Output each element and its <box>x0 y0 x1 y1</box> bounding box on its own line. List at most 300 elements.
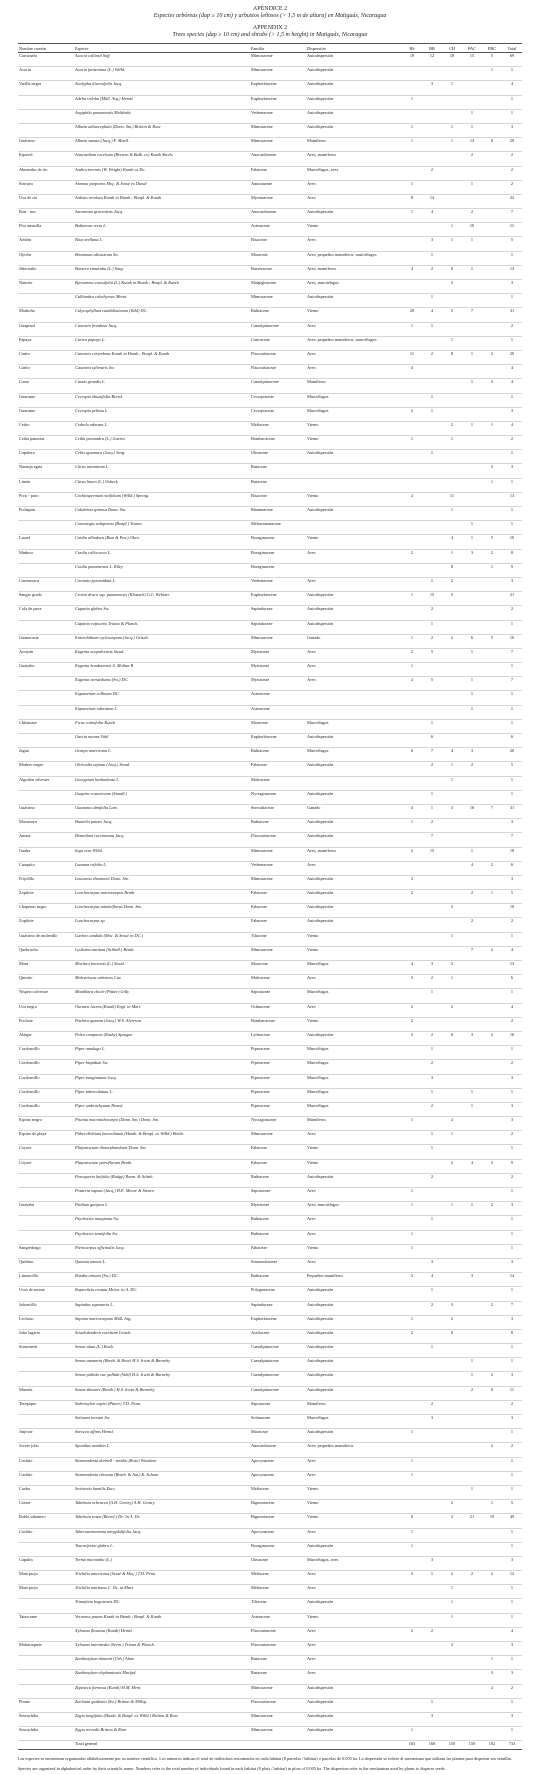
cell-familia: Asteraceae <box>250 1613 306 1627</box>
table-row <box>18 918 522 932</box>
cell-pbc: 2 <box>482 1301 502 1315</box>
cell-familia: Lythraceae <box>250 1031 306 1045</box>
cell-pac <box>462 251 482 265</box>
cell-especie: Lonchocarpus minimiflorus Donn. Sm. <box>74 904 250 918</box>
cell-pbc <box>482 1556 502 1570</box>
cell-nombre <box>18 1656 74 1670</box>
table-row <box>18 464 522 478</box>
cell-total: 1 <box>502 1471 522 1485</box>
cell-familia: Meliaceae <box>250 421 306 435</box>
cell-nombre: Sincuchiba <box>18 1712 74 1726</box>
cell-bs <box>402 1400 422 1414</box>
cell-dispersion: Murciélagos <box>306 1415 402 1429</box>
cell-especie: Senna skinneri (Benth.) H.S. Irwin & Barneby <box>74 1386 250 1400</box>
cell-bs: 3 <box>402 975 422 989</box>
cell-dispersion: Autodispersión <box>306 1599 402 1613</box>
table-row <box>18 1727 522 1741</box>
cell-total: 49 <box>502 1514 522 1528</box>
cell-familia: Myrtaceae <box>250 677 306 691</box>
cell-familia: Melastomataceae <box>250 521 306 535</box>
cell-ch <box>442 1344 462 1358</box>
cell-br <box>422 464 442 478</box>
cell-br: 1 <box>422 1046 442 1060</box>
col-header-especie: Especie <box>74 44 250 53</box>
cell-dispersion: Viento <box>306 421 402 435</box>
cell-pac: 1 <box>462 265 482 279</box>
cell-br <box>422 861 442 875</box>
cell-pbc <box>482 280 502 294</box>
cell-pac <box>462 1258 482 1272</box>
cell-nombre <box>18 1358 74 1372</box>
cell-pac <box>462 322 482 336</box>
cell-ch <box>442 1017 462 1031</box>
cell-pac <box>462 1599 482 1613</box>
cell-bs: 1 <box>402 634 422 648</box>
cell-bs: 2 <box>402 407 422 421</box>
cell-especie: Solanum torvum Sw. <box>74 1415 250 1429</box>
cell-br <box>422 1471 442 1485</box>
cell-especie: Eugenia hondurensis A. Molina R. <box>74 663 250 677</box>
table-row <box>18 194 522 208</box>
cell-ch <box>442 1287 462 1301</box>
table-row <box>18 138 522 152</box>
cell-ch <box>442 1258 462 1272</box>
note-en: Species are organized in alphabetical order by their scientific name. Numbers refer to the total number of individuals found in each habitat (8 plots / habitat) in plots of 0.005 ha. The dispersion refer to the mechanism used by plants to disperse seeds. <box>18 1765 446 1771</box>
cell-especie: Zygia recordii Britton & Rose <box>74 1727 250 1741</box>
cell-dispersion: Autodispersión <box>306 1344 402 1358</box>
cell-pbc <box>482 1188 502 1202</box>
cell-ch <box>442 1046 462 1060</box>
cell-total: 7 <box>502 209 522 223</box>
cell-familia: Boraginaceae <box>250 563 306 577</box>
table-row <box>18 53 522 67</box>
cell-pbc <box>482 1471 502 1485</box>
cell-pac: 2 <box>462 1571 482 1585</box>
cell-especie: Pachira quinata (Jacq.) W.S. Alverson <box>74 1017 250 1031</box>
cell-dispersion: Autodispersión <box>306 1429 402 1443</box>
cell-familia: Fabaceae <box>250 1159 306 1173</box>
cell-ch: 3 <box>442 1642 462 1656</box>
cell-pbc <box>482 932 502 946</box>
cell-pbc <box>482 1528 502 1542</box>
cell-bs <box>402 734 422 748</box>
cell-pac <box>462 1329 482 1343</box>
cell-familia: Boraginaceae <box>250 549 306 563</box>
cell-br <box>422 705 442 719</box>
cell-br: 2 <box>422 1102 442 1116</box>
cell-br <box>422 563 442 577</box>
cell-familia: Caesalpiniaceae <box>250 379 306 393</box>
cell-pbc: 2 <box>482 1031 502 1045</box>
cell-especie: Acalypha diversifolia Jacq. <box>74 81 250 95</box>
cell-pbc <box>482 1613 502 1627</box>
cell-pbc <box>482 393 502 407</box>
cell-bs <box>402 563 422 577</box>
cell-pac: 3 <box>462 1273 482 1287</box>
cell-dispersion: Aves, murciélagos <box>306 1202 402 1216</box>
table-row <box>18 1329 522 1343</box>
cell-ch: 1 <box>442 975 462 989</box>
cell-familia: Flacourtiaceae <box>250 1642 306 1656</box>
cell-pac: 2 <box>462 762 482 776</box>
cell-bs <box>402 1386 422 1400</box>
cell-pac <box>462 1642 482 1656</box>
cell-especie: Piper tuberculatum L. <box>74 1088 250 1102</box>
cell-pac <box>462 1003 482 1017</box>
cell-pbc <box>482 847 502 861</box>
cell-dispersion: Murciélagos <box>306 1046 402 1060</box>
cell-bs <box>402 762 422 776</box>
table-row <box>18 648 522 662</box>
cell-ch: 3 <box>442 280 462 294</box>
cell-br <box>422 1585 442 1599</box>
cell-br <box>422 123 442 137</box>
cell-nombre: Arbión <box>18 237 74 251</box>
cell-ch <box>442 1386 462 1400</box>
cell-familia: Myrtaceae <box>250 648 306 662</box>
cell-pbc: 3 <box>482 464 502 478</box>
table-row <box>18 407 522 421</box>
table-row <box>18 1514 522 1528</box>
cell-ch <box>442 180 462 194</box>
cell-ch <box>442 1415 462 1429</box>
cell-familia: Ulmaceae <box>250 450 306 464</box>
cell-nombre: Acacia <box>18 67 74 81</box>
cell-especie: Cassia grandis L. <box>74 379 250 393</box>
table-row <box>18 265 522 279</box>
cell-br: 2 <box>422 975 442 989</box>
cell-especie: Senna pallida var. pallida (Vahl) H.S. Irwin & Barneby <box>74 1372 250 1386</box>
cell-bs: 2 <box>402 1003 422 1017</box>
cell-br: 14 <box>422 194 442 208</box>
cell-pac <box>462 436 482 450</box>
cell-br: 1 <box>422 393 442 407</box>
cell-ch <box>442 1230 462 1244</box>
cell-br <box>422 1386 442 1400</box>
cell-total: 3 <box>502 1415 522 1429</box>
cell-br: 2 <box>422 166 442 180</box>
cell-pac <box>462 1684 482 1698</box>
cell-bs <box>402 464 422 478</box>
cell-pbc <box>482 1131 502 1145</box>
table-row <box>18 478 522 492</box>
cell-especie: Anacardium excelsum (Bertero & Balb. ex) Kunth Skeels <box>74 152 250 166</box>
table-notes <box>18 1756 522 1770</box>
cell-bs: 2 <box>402 549 422 563</box>
cell-especie: Lantana trifolia L. <box>74 861 250 875</box>
cell-pac <box>462 790 482 804</box>
table-row <box>18 1273 522 1287</box>
table-row <box>18 1642 522 1656</box>
cell-pbc <box>482 336 502 350</box>
table-row <box>18 280 522 294</box>
cell-nombre: Flor amarilla <box>18 223 74 237</box>
cell-dispersion <box>306 776 402 790</box>
cell-nombre <box>18 1627 74 1641</box>
cell-dispersion: Murciélagos <box>306 1074 402 1088</box>
cell-especie: Zuelania guidonia (Sw.) Britton & Millsp. <box>74 1698 250 1712</box>
cell-ch: 5 <box>442 592 462 606</box>
cell-ch: 2 <box>442 577 462 591</box>
cell-br: 3 <box>422 1556 442 1570</box>
cell-br: 1 <box>422 1088 442 1102</box>
cell-familia: Sterculiaceae <box>250 804 306 818</box>
cell-familia: Sapotaceae <box>250 1188 306 1202</box>
cell-total: 1 <box>502 719 522 733</box>
table-row <box>18 237 522 251</box>
cell-ch: 4 <box>442 748 462 762</box>
cell-familia: Fabaceae <box>250 166 306 180</box>
cell-br <box>422 1727 442 1741</box>
cell-pbc <box>482 961 502 975</box>
cell-especie: Sapium macrocarpum Müll. Arg. <box>74 1315 250 1329</box>
cell-ch <box>442 1088 462 1102</box>
cell-br: 2 <box>422 1627 442 1641</box>
cell-familia: Euphorbiaceae <box>250 734 306 748</box>
cell-total: 16 <box>502 634 522 648</box>
cell-total: 1 <box>502 507 522 521</box>
cell-total: 1 <box>502 1485 522 1499</box>
cell-bs <box>402 1585 422 1599</box>
cell-nombre <box>18 691 74 705</box>
cell-ch <box>442 1656 462 1670</box>
cell-pac <box>462 819 482 833</box>
total-cell-family <box>250 1741 306 1750</box>
cell-br <box>422 478 442 492</box>
cell-br: 2 <box>422 1060 442 1074</box>
cell-familia: Euphorbiaceae <box>250 95 306 109</box>
cell-dispersion: Viento <box>306 1017 402 1031</box>
cell-dispersion: Autodispersión <box>306 762 402 776</box>
cell-br: 1 <box>422 1216 442 1230</box>
cell-dispersion: Autodispersión <box>306 1315 402 1329</box>
table-row <box>18 379 522 393</box>
cell-familia: Asteraceae <box>250 223 306 237</box>
cell-total: 11 <box>502 1386 522 1400</box>
cell-br <box>422 663 442 677</box>
cell-ch <box>442 1457 462 1471</box>
cell-bs: 1 <box>402 322 422 336</box>
cell-nombre: Cordoncillo <box>18 1088 74 1102</box>
cell-familia: Myrtaceae <box>250 1202 306 1216</box>
cell-pbc <box>482 592 502 606</box>
cell-bs: 19 <box>402 53 422 67</box>
cell-pac <box>462 989 482 1003</box>
table-row <box>18 819 522 833</box>
cell-bs: 1 <box>402 1117 422 1131</box>
table-row <box>18 989 522 1003</box>
cell-bs <box>402 705 422 719</box>
cell-pbc <box>482 365 502 379</box>
cell-especie: Brosimum alicastrum Sw. <box>74 251 250 265</box>
cell-bs: 4 <box>402 365 422 379</box>
cell-familia: Bombacaceae <box>250 1017 306 1031</box>
cell-especie: Piper marginatum Jacq. <box>74 1074 250 1088</box>
cell-pac <box>462 904 482 918</box>
cell-dispersion: Aves <box>306 1627 402 1641</box>
cell-pbc <box>482 194 502 208</box>
table-row <box>18 577 522 591</box>
cell-especie: Tabebuia ochracea (A.H. Gentry) A.H. Gentry <box>74 1500 250 1514</box>
cell-nombre: Laurel <box>18 535 74 549</box>
table-row <box>18 833 522 847</box>
cell-especie: Lysiloma auritum (Schltdl.) Benth. <box>74 946 250 960</box>
cell-especie: Eugenia oerstediana (Sw.) DC. <box>74 677 250 691</box>
cell-br <box>422 1542 442 1556</box>
table-row <box>18 677 522 691</box>
cell-especie: Pterocarpus officinalis Jacq. <box>74 1244 250 1258</box>
cell-br: 4 <box>422 308 442 322</box>
appendix-title-en: APPENDIX 2 <box>252 25 288 31</box>
cell-total: 2 <box>502 180 522 194</box>
cell-pbc <box>482 677 502 691</box>
cell-nombre: Cordoncillo <box>18 1060 74 1074</box>
cell-dispersion: Autodispersión <box>306 592 402 606</box>
cell-dispersion: Aves, murciélagos <box>306 280 402 294</box>
cell-familia: Mimosaceae <box>250 123 306 137</box>
cell-pbc <box>482 265 502 279</box>
cell-pbc <box>482 1017 502 1031</box>
cell-dispersion: Autodispersión <box>306 833 402 847</box>
cell-pbc <box>482 95 502 109</box>
cell-ch <box>442 1627 462 1641</box>
cell-bs <box>402 918 422 932</box>
cell-br: 2 <box>422 1031 442 1045</box>
cell-familia: Ulmaceae <box>250 1556 306 1570</box>
cell-total: 1 <box>502 691 522 705</box>
table-row <box>18 1202 522 1216</box>
cell-total: 4 <box>502 946 522 960</box>
cell-total: 1 <box>502 67 522 81</box>
cell-ch <box>442 1244 462 1258</box>
cell-nombre: Cuernavaca <box>18 577 74 591</box>
cell-nombre: Chilamate <box>18 719 74 733</box>
cell-dispersion: Autodispersión <box>306 123 402 137</box>
cell-ch <box>442 1542 462 1556</box>
cell-ch: 8 <box>442 563 462 577</box>
cell-familia: Sapotaceae <box>250 1400 306 1414</box>
cell-dispersion: Murciélagos <box>306 961 402 975</box>
cell-dispersion: Murciélagos <box>306 748 402 762</box>
total-row <box>18 1741 522 1750</box>
cell-br: 3 <box>422 81 442 95</box>
cell-especie: Psychotria marginata Sw. <box>74 1216 250 1230</box>
cell-dispersion: Aves, mamíferos <box>306 152 402 166</box>
cell-ch <box>442 95 462 109</box>
cell-total: 4 <box>502 421 522 435</box>
cell-ch <box>442 861 462 875</box>
cell-dispersion: Autodispersión <box>306 81 402 95</box>
cell-dispersion: Aves <box>306 577 402 591</box>
cell-br <box>422 223 442 237</box>
cell-bs <box>402 1556 422 1570</box>
cell-especie: Calycophyllum candidissimum (Vahl) DC. <box>74 308 250 322</box>
cell-familia: Malvaceae <box>250 975 306 989</box>
cell-especie: Adelia triloba (Müll. Arg.) Hemsl. <box>74 95 250 109</box>
cell-pbc <box>482 507 502 521</box>
cell-total: 2 <box>502 1684 522 1698</box>
cell-total: 5 <box>502 1500 522 1514</box>
cell-especie: Xylosma intermedia (Seem.) Triana & Planch. <box>74 1642 250 1656</box>
cell-pac: 2 <box>462 1386 482 1400</box>
cell-bs: 1 <box>402 1528 422 1542</box>
cell-ch: 3 <box>442 961 462 975</box>
cell-nombre: Coyote <box>18 1145 74 1159</box>
cell-familia: Bignoniaceae <box>250 1500 306 1514</box>
cell-pbc <box>482 1244 502 1258</box>
cell-pac <box>462 1145 482 1159</box>
cell-ch: 6 <box>442 1031 462 1045</box>
cell-pac <box>462 67 482 81</box>
cell-familia: Boraginaceae <box>250 1542 306 1556</box>
cell-familia: Boraginaceae <box>250 535 306 549</box>
cell-bs <box>402 1642 422 1656</box>
cell-dispersion: Aves <box>306 1642 402 1656</box>
table-row <box>18 1216 522 1230</box>
cell-nombre: Jagua <box>18 748 74 762</box>
cell-bs <box>402 81 422 95</box>
cell-ch <box>442 1074 462 1088</box>
cell-pbc: 3 <box>482 379 502 393</box>
cell-pac <box>462 1627 482 1641</box>
cell-dispersion: Aves <box>306 1528 402 1542</box>
cell-nombre: Caoba <box>18 1485 74 1499</box>
cell-dispersion: Mamíferos <box>306 1400 402 1414</box>
cell-ch <box>442 1556 462 1570</box>
cell-nombre: Guarumo <box>18 407 74 421</box>
cell-pbc <box>482 904 502 918</box>
cell-especie: Aegiphila panamensis Moldenke <box>74 109 250 123</box>
cell-especie: Trichilia americana (Sessé & Moç.) T.D. Penn. <box>74 1571 250 1585</box>
cell-br <box>422 365 442 379</box>
cell-pbc: 2 <box>482 1684 502 1698</box>
cell-nombre: Carito <box>18 350 74 364</box>
cell-br: 1 <box>422 719 442 733</box>
cell-br <box>422 1017 442 1031</box>
cell-familia: Rutaceae <box>250 478 306 492</box>
cell-total: 9 <box>502 563 522 577</box>
cell-nombre: Carao <box>18 379 74 393</box>
cell-ch <box>442 209 462 223</box>
table-row <box>18 393 522 407</box>
cell-br: 2 <box>422 634 442 648</box>
cell-dispersion: Viento <box>306 946 402 960</box>
cell-total: 1 <box>502 1613 522 1627</box>
cell-br <box>422 1528 442 1542</box>
cell-pac <box>462 1060 482 1074</box>
cell-nombre: Quebracho <box>18 946 74 960</box>
cell-pac <box>462 1287 482 1301</box>
cell-pbc: 2 <box>482 350 502 364</box>
cell-bs <box>402 1670 422 1684</box>
cell-familia: Asteraceae <box>250 705 306 719</box>
cell-nombre: Uva negra <box>18 1003 74 1017</box>
cell-br: 2 <box>422 265 442 279</box>
table-row <box>18 507 522 521</box>
cell-br <box>422 280 442 294</box>
cell-total: 20 <box>502 748 522 762</box>
cell-nombre: Níspero silvestre <box>18 989 74 1003</box>
cell-ch <box>442 152 462 166</box>
cell-total: 2 <box>502 322 522 336</box>
cell-familia: Anacardiaceae <box>250 152 306 166</box>
cell-nombre: Uva de río <box>18 194 74 208</box>
cell-total: 3 <box>502 1102 522 1116</box>
cell-familia: Bixaceae <box>250 492 306 506</box>
cell-dispersion: Viento <box>306 1159 402 1173</box>
cell-especie: Cordia alliodora (Ruiz & Pav.) Oken <box>74 535 250 549</box>
cell-total: 4 <box>502 81 522 95</box>
